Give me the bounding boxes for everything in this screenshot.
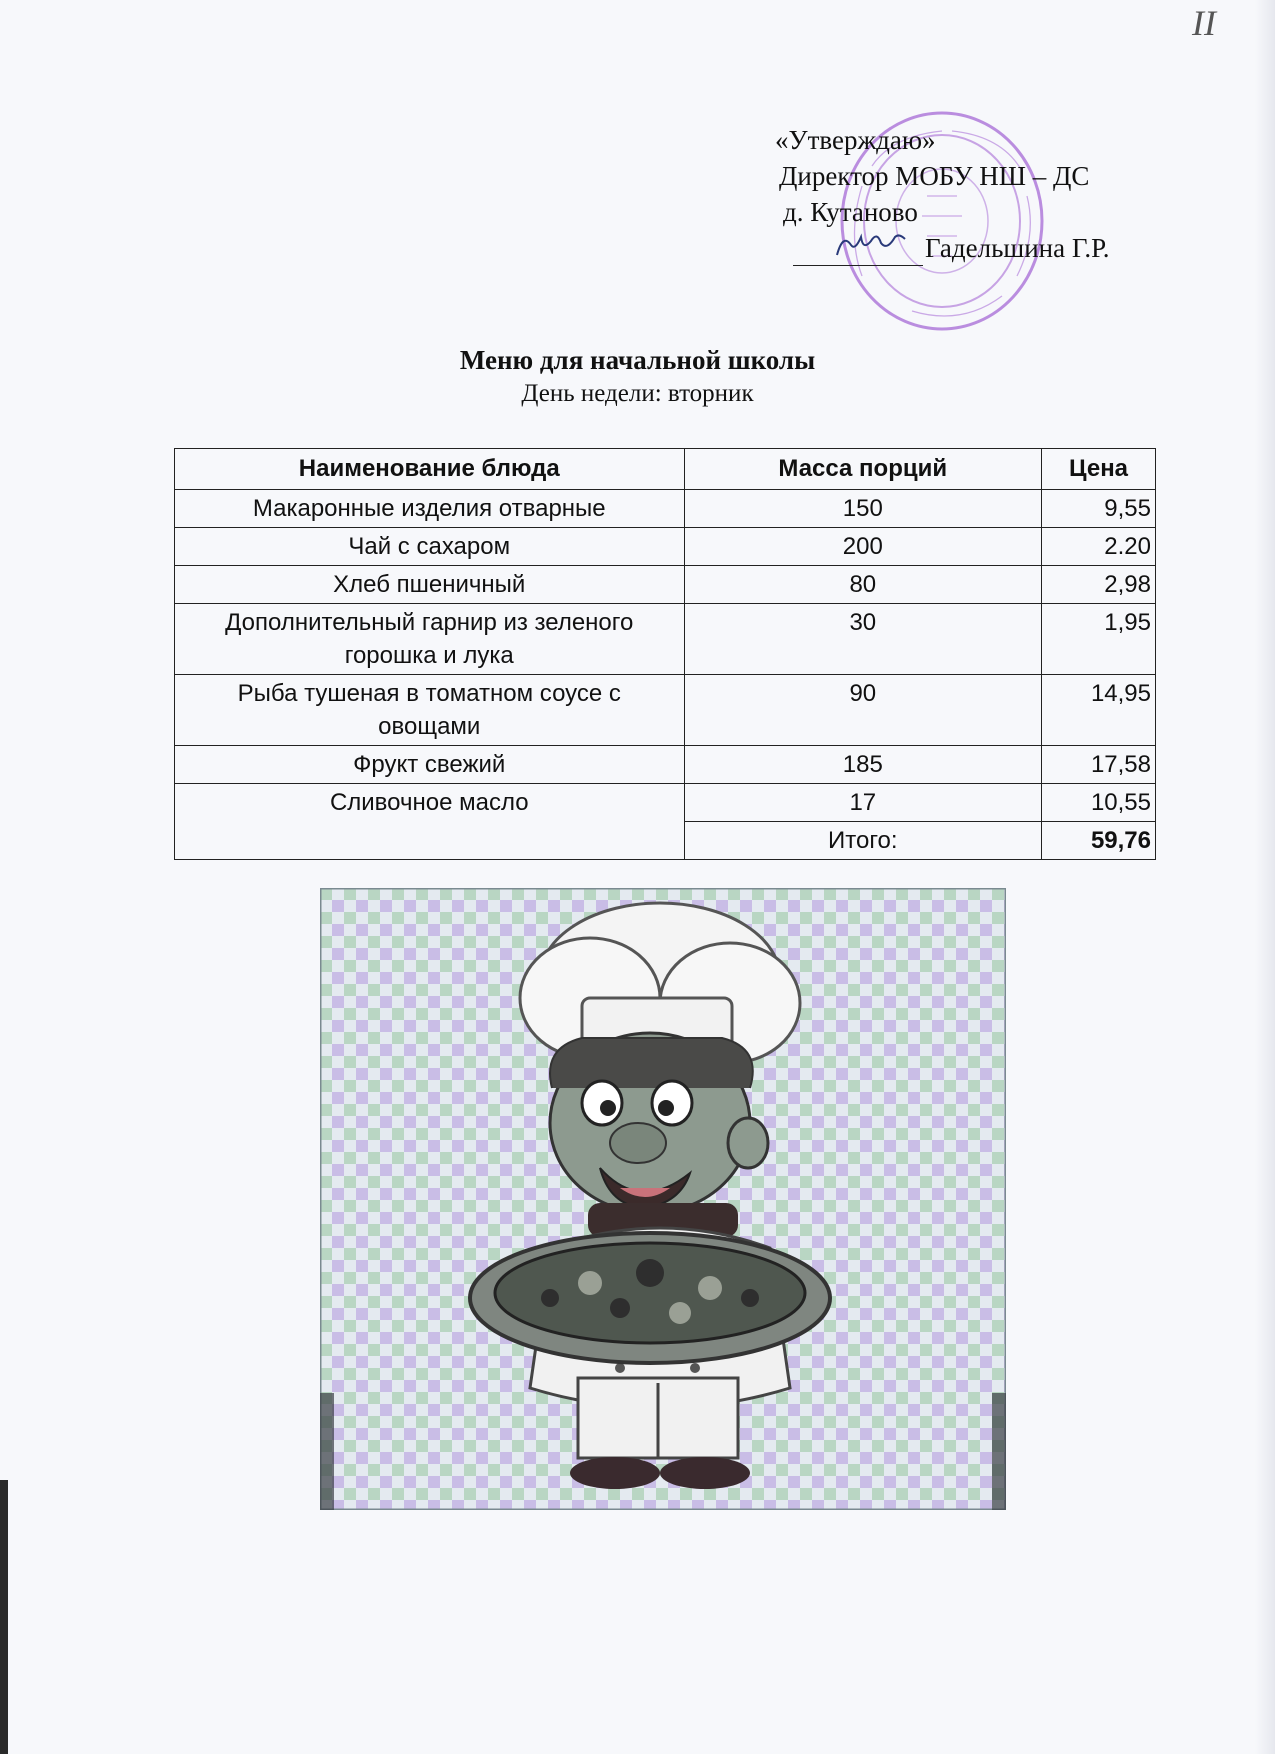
total-label: Итого: [684,822,1042,860]
table-row [175,604,1156,675]
dish-name: Дополнительный гарнир из зеленого горошка и лука [175,604,685,675]
portion-mass: 80 [684,566,1042,604]
dish-name: Макаронные изделия отварные [175,490,685,528]
dish-name: Чай с сахаром [175,528,685,566]
portion-mass: 200 [684,528,1042,566]
corner-page-mark: II [1192,3,1216,43]
dish-name: Хлеб пшеничный [175,566,685,604]
menu-table [174,448,1156,860]
total-value: 59,76 [1042,822,1156,860]
header-dish-name: Наименование блюда [175,449,685,490]
approval-block [775,122,1110,266]
dish-name: Сливочное масло [175,784,685,860]
pizza-icon [470,1233,830,1363]
chef-illustration [320,888,1006,1510]
header-portion-mass: Масса порций [684,449,1042,490]
handwritten-signature [833,229,913,265]
dish-price: 1,95 [1042,604,1156,675]
approval-village: д. Кутаново [783,197,918,227]
dish-name: Фрукт свежий [175,746,685,784]
portion-mass: 185 [684,746,1042,784]
director-name: Гадельшина Г.Р. [925,233,1110,263]
table-row [175,490,1156,528]
day-of-week: День недели: вторник [521,380,754,407]
table-header-row [175,449,1156,490]
portion-mass: 17 [684,784,1042,822]
page-edge [1255,0,1275,1754]
table-row [175,746,1156,784]
header-price: Цена [1042,449,1156,490]
dish-price: 14,95 [1042,675,1156,746]
dish-price: 2.20 [1042,528,1156,566]
dish-price: 9,55 [1042,490,1156,528]
portion-mass: 90 [684,675,1042,746]
portion-mass: 150 [684,490,1042,528]
scan-edge-mark [0,1480,8,1754]
dish-price: 2,98 [1042,566,1156,604]
dish-price: 10,55 [1042,784,1156,822]
signature-line [793,237,923,266]
dish-price: 17,58 [1042,746,1156,784]
portion-mass: 30 [684,604,1042,675]
approval-position: Директор МОБУ НШ – ДС [779,161,1090,191]
table-row [175,566,1156,604]
page-title: Меню для начальной школы [459,345,816,375]
approval-signature-row [793,230,1110,266]
table-row [175,784,1156,822]
dish-name: Рыба тушеная в томатном соусе с овощами [175,675,685,746]
approval-heading: «Утверждаю» [775,125,936,155]
table-row [175,528,1156,566]
table-row [175,675,1156,746]
